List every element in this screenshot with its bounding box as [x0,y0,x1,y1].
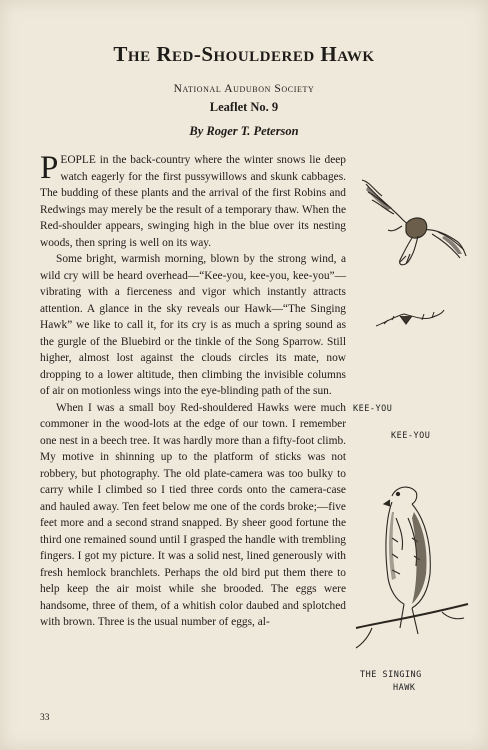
paragraph-3: When I was a small boy Red-shouldered Hawks were much commoner in the wood-lots at the edge of our town. I remember one nest in a beech tree. It was hardly more than a fifty-foot climb. My motive in shinning up to the platform of sticks was not robbery, but photography. The old plate-camera was too bulky to carry while I climbed so I tied three cords onto the camera-case and hauled away. Ten feet below me one of the cords broke;—five feet more and a second strand snapped. By sheer good fortune the third one remained sound until I grasped the handle with trembling fingers. I got my picture. It was a solid nest, lined generously with fresh hemlock branchlets. Perhaps the old bird put them there to help keep the air moist while she brooded. The eggs were handsome, three of them, of a whitish color daubed and splotched with brown. Three is the usual number of eggs, al- [40,401,346,628]
author-byline: By Roger T. Peterson [189,124,299,138]
call-label-1: KEE-YOU [353,404,393,414]
caption-line-1: THE SINGING [360,670,422,680]
perched-hawk-illustration [352,478,472,668]
organization-text: National Audubon Society [173,83,315,95]
drop-cap: P [40,150,59,186]
organization-name [0,83,488,95]
page-number: 33 [40,713,50,723]
call-label-2: KEE-YOU [391,431,431,441]
distant-hawk-sketch [372,302,447,332]
flying-hawk-illustration [348,170,473,290]
paragraph-1-text: EOPLE in the back-country where the winter snows lie deep watch eagerly for the first pussywillows and skunk cabbages. The budding of these plants and the arrival of the first Robins and Redwings may merely be the result of a temporary thaw. When the Red-shoulder appears, swinging high in the blue over its nesting woods, then spring is well on its way. [40,154,346,249]
title-text: The Red-Shouldered Hawk [113,42,375,66]
article-body [40,152,346,631]
paragraph-2: Some bright, warmish morning, blown by the strong wind, a wild cry will be heard overhead—“Kee-you, kee-you, kee-you”—vibrating with a fierceness and vigor which instantly attracts attention. A glance in the sky reveals our Hawk—“The Singing Hawk” we like to call it, for its cry is as much a spring sound as the gurgle of the Bluebird or the tinkle of the Song Sparrow. Still higher, almost lost against the clouds circles its mate, now dropping to a lower altitude, then climbing the invisible columns of air on motionless wings into the eye-blinding path of the sun. [40,253,346,397]
leaflet-number: Leaflet No. 9 [209,100,279,114]
article-title [0,42,488,67]
paragraph-1 [40,152,346,251]
caption-line-2: HAWK [393,683,416,693]
